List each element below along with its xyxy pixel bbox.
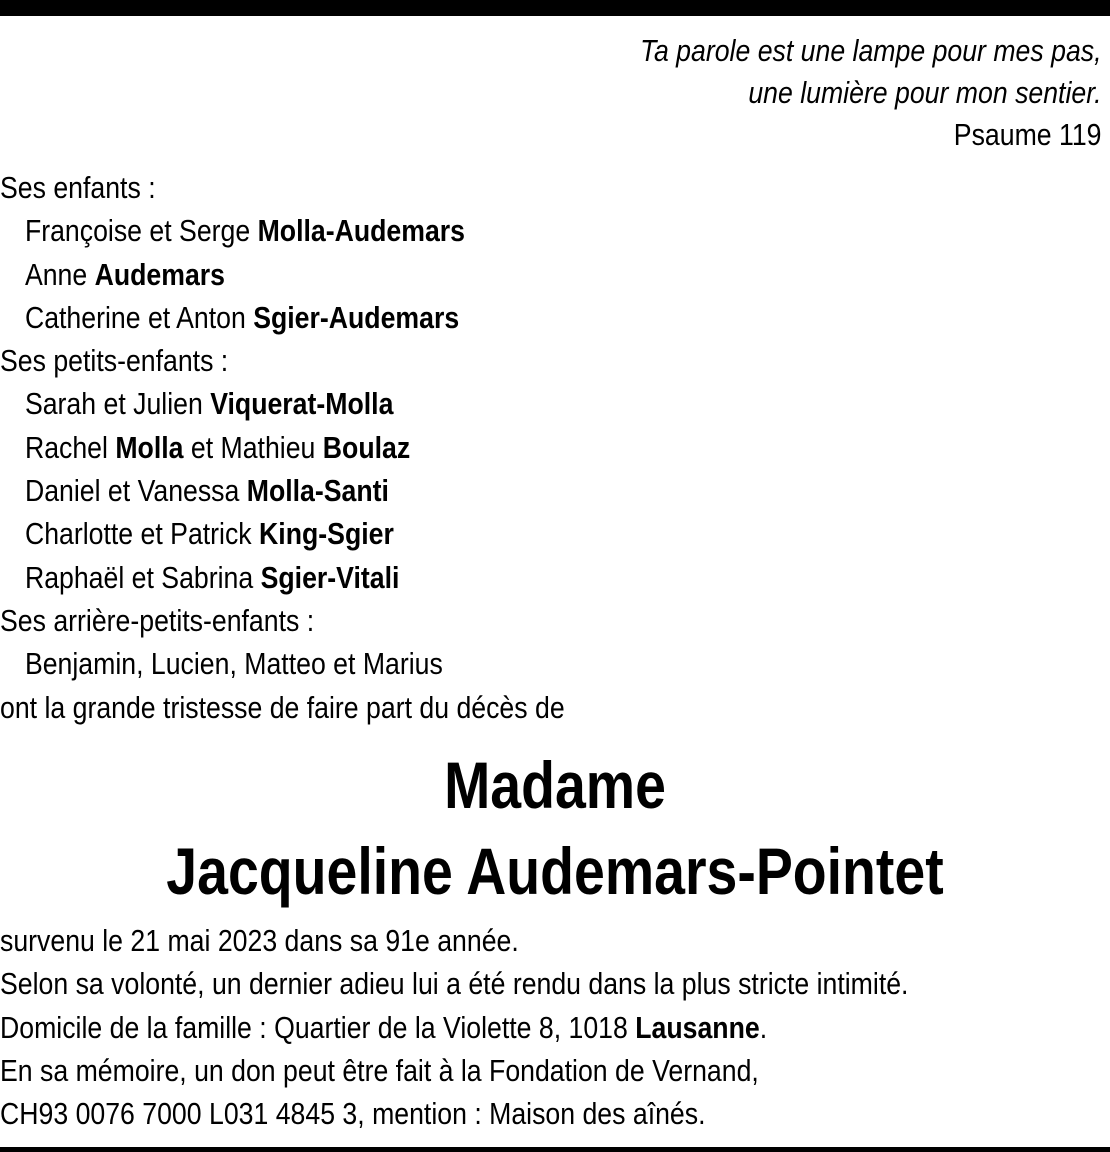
- surname: Molla-Santi: [246, 473, 389, 509]
- deceased-title: Madame: [444, 748, 666, 822]
- farewell-line: Selon sa volonté, un dernier adieu lui a été rendu dans la plus stricte intimité.: [0, 966, 909, 1002]
- family-list: [0, 166, 565, 729]
- list-item: Benjamin, Lucien, Matteo et Marius: [24, 646, 443, 682]
- given-names: Charlotte et Patrick: [24, 516, 260, 552]
- given-names: Catherine et Anton: [24, 299, 254, 335]
- donation-line-2: CH93 0076 7000 L031 4845 3, mention : Maison des aînés.: [0, 1096, 706, 1132]
- surname: Molla-Audemars: [257, 213, 466, 249]
- connector: et Mathieu: [183, 429, 323, 465]
- list-item: [0, 512, 565, 555]
- closing-details: [0, 919, 908, 1135]
- list-item: [0, 296, 565, 339]
- great-grandchildren-heading: Ses arrière-petits-enfants :: [0, 602, 315, 638]
- given-names: Françoise et Serge: [24, 213, 258, 249]
- epigraph-line-2: une lumière pour mon sentier.: [748, 75, 1102, 110]
- deceased-name-block: [0, 742, 1110, 914]
- domicile-city: Lausanne: [635, 1009, 760, 1045]
- surname: Boulaz: [322, 429, 411, 465]
- list-item: [0, 382, 565, 425]
- list-item: [0, 426, 565, 469]
- top-rule: [0, 0, 1110, 16]
- list-item: [0, 469, 565, 512]
- given-names: Sarah et Julien: [24, 386, 211, 422]
- donation-line-1: En sa mémoire, un don peut être fait à la Fondation de Vernand,: [0, 1052, 759, 1088]
- announcement-text: ont la grande tristesse de faire part du décès de: [0, 689, 565, 725]
- grandchildren-heading: Ses petits-enfants :: [0, 343, 229, 379]
- surname: Viquerat-Molla: [210, 386, 394, 422]
- epigraph-source: Psaume 119: [954, 117, 1102, 152]
- surname: King-Sgier: [259, 516, 394, 552]
- children-heading: Ses enfants :: [0, 170, 156, 205]
- list-item: [0, 253, 565, 296]
- surname: Molla: [115, 429, 184, 465]
- surname: Audemars: [94, 256, 225, 292]
- epigraph: [641, 30, 1102, 156]
- bottom-rule: [0, 1147, 1110, 1152]
- given-names: Anne: [24, 256, 95, 292]
- given-names: Rachel: [24, 429, 116, 465]
- given-names: Daniel et Vanessa: [24, 473, 247, 509]
- date-line: survenu le 21 mai 2023 dans sa 91e année.: [0, 923, 519, 958]
- domicile-address: Domicile de la famille : Quartier de la Violette 8, 1018: [0, 1009, 636, 1045]
- surname: Sgier-Vitali: [260, 559, 400, 595]
- domicile-line: [0, 1006, 908, 1049]
- surname: Sgier-Audemars: [253, 299, 460, 335]
- given-names: Raphaël et Sabrina: [24, 559, 261, 595]
- list-item: [0, 209, 565, 252]
- deceased-name: Jacqueline Audemars-Pointet: [166, 834, 944, 908]
- list-item: [0, 556, 565, 599]
- domicile-period: .: [759, 1009, 768, 1045]
- epigraph-line-1: Ta parole est une lampe pour mes pas,: [640, 33, 1102, 68]
